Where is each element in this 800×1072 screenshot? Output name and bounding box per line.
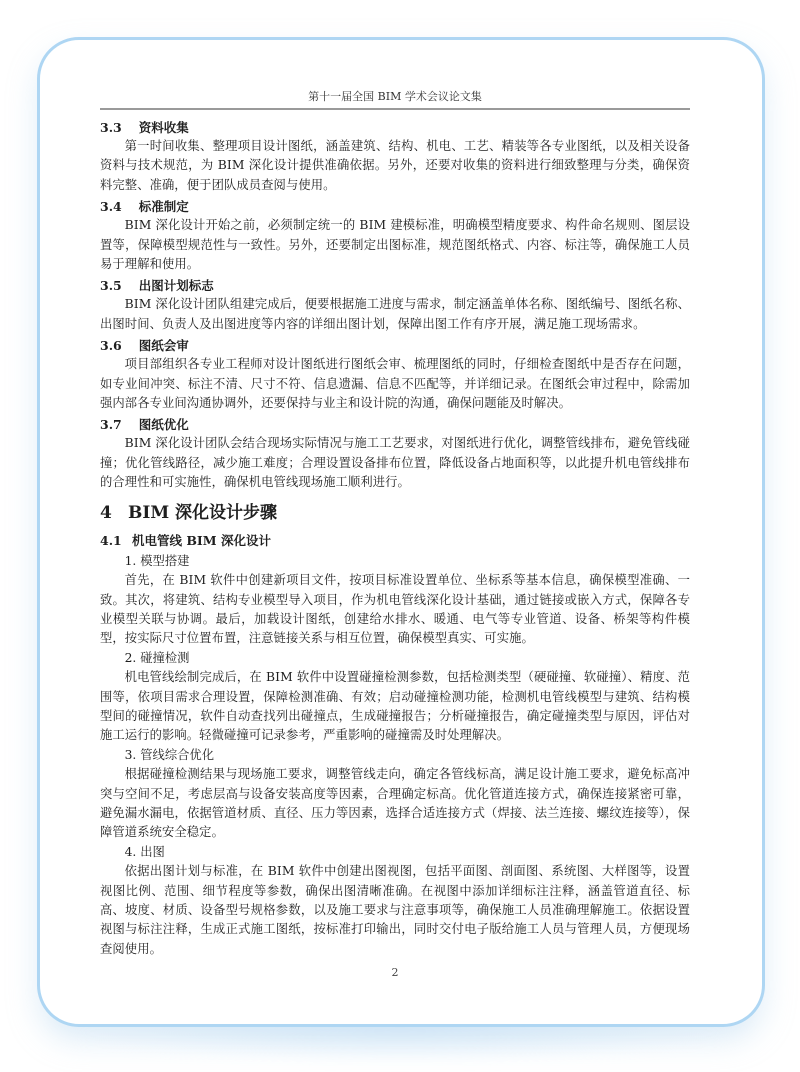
section-3-4 bbox=[100, 197, 690, 274]
section-body: BIM 深化设计团队组建完成后，便要根据施工进度与需求，制定涵盖单体名称、图纸编号、图纸名称、出图时间、负责人及出图进度等内容的详细出图计划，保障出图工作有序开展，满足施工现场需求。 bbox=[100, 297, 690, 331]
step-label: 2. 碰撞检测 bbox=[124, 650, 190, 665]
step-body: 依据出图计划与标准，在 BIM 软件中创建出图视图，包括平面图、剖面图、系统图、大样图等，设置视图比例、范围、细节程度等参数，确保出图清晰准确。在视图中添加详细标注注释，涵盖管道直径、标高、坡度、材质、设备型号规格参数，以及施工要求与注意事项等，确保施工人员准确理解施工。依据设置视图与标注注释，生成正式施工图纸，按标准打印输出，同时交付电子版给施工人员与管理人员，方便现场查阅使用。 bbox=[100, 864, 690, 956]
step-body: 机电管线绘制完成后，在 BIM 软件中设置碰撞检测参数，包括检测类型（硬碰撞、软碰撞）、精度、范围等，依项目需求合理设置，保障检测准确、有效；启动碰撞检测功能，检测机电管线模型与建筑、结构模型间的碰撞情况，软件自动查找列出碰撞点，生成碰撞报告；分析碰撞报告，确定碰撞类型与原因，评估对施工运行的影响。轻微碰撞可记录参考，严重影响的碰撞需及时处理解决。 bbox=[100, 670, 690, 743]
page-number: 2 bbox=[391, 966, 399, 979]
running-head: 第十一届全国 BIM 学术会议论文集 bbox=[100, 88, 690, 110]
section-body: 项目部组织各专业工程师对设计图纸进行图纸会审、梳理图纸的同时，仔细检查图纸中是否存在问题，如专业间冲突、标注不清、尺寸不符、信息遗漏、信息不匹配等，并详细记录。在图纸会审过程中，除需加强内部各专业间沟通协调外，还要保持与业主和设计院的沟通，确保问题能及时解决。 bbox=[100, 357, 690, 411]
document-page bbox=[100, 88, 690, 979]
section-heading: 3.5 出图计划标志 bbox=[100, 278, 214, 294]
section-heading: 3.7 图纸优化 bbox=[100, 417, 189, 433]
step-body: 根据碰撞检测结果与现场施工要求，调整管线走向，确定各管线标高，满足设计施工要求，避免标高冲突与空间不足，考虑层高与设备安装高度等因素，合理确定标高。优化管道连接方式，确保连接紧密可靠，避免漏水漏电，依据管道材质、直径、压力等因素，选择合适连接方式（焊接、法兰连接、螺纹连接等），保障管道系统安全稳定。 bbox=[100, 767, 690, 840]
section-body: BIM 深化设计团队会结合现场实际情况与施工工艺要求，对图纸进行优化，调整管线排布，避免管线碰撞；优化管线路径，减少施工难度；合理设置设备排布位置，降低设备占地面积等，以此提升机电管线排布的合理性和可实施性，确保机电管线现场施工顺利进行。 bbox=[100, 436, 690, 490]
subsection-heading: 4.1 机电管线 BIM 深化设计 bbox=[100, 532, 271, 548]
chapter-heading: 4 BIM 深化设计步骤 bbox=[100, 502, 278, 523]
section-3-7 bbox=[100, 415, 690, 492]
section-heading: 3.6 图纸会审 bbox=[100, 338, 189, 354]
step-label: 1. 模型搭建 bbox=[124, 553, 190, 568]
section-3-3 bbox=[100, 118, 690, 195]
section-body: BIM 深化设计开始之前，必须制定统一的 BIM 建模标准，明确模型精度要求、构件命名规则、图层设置等，保障模型规范性与一致性。另外，还要制定出图标准，规范图纸格式、内容、标注等，确保施工人员易于理解和使用。 bbox=[100, 218, 690, 272]
section-3-6 bbox=[100, 336, 690, 413]
step-label: 4. 出图 bbox=[124, 844, 165, 859]
section-body: 第一时间收集、整理项目设计图纸，涵盖建筑、结构、机电、工艺、精装等各专业图纸，以及相关设备资料与技术规范，为 BIM 深化设计提供准确依据。另外，还要对收集的资料进行细致整理与分类，确保资料完整、准确，便于团队成员查阅与使用。 bbox=[100, 139, 690, 192]
section-3-5 bbox=[100, 276, 690, 334]
step-label: 3. 管线综合优化 bbox=[124, 747, 215, 762]
section-heading: 3.3 资料收集 bbox=[100, 120, 189, 135]
section-heading: 3.4 标准制定 bbox=[100, 199, 189, 215]
step-body: 首先，在 BIM 软件中创建新项目文件，按项目标准设置单位、坐标系等基本信息，确保模型准确、一致。其次，将建筑、结构专业模型导入项目，作为机电管线深化设计基础，通过链接或嵌入方式，保障各专业模型关联与协调。最后，加载设计图纸，创建给水排水、暖通、电气等专业管道、设备、桥架等构件模型，按实际尺寸位置布置，注意链接关系与相互位置，确保模型真实、可实施。 bbox=[100, 573, 690, 646]
